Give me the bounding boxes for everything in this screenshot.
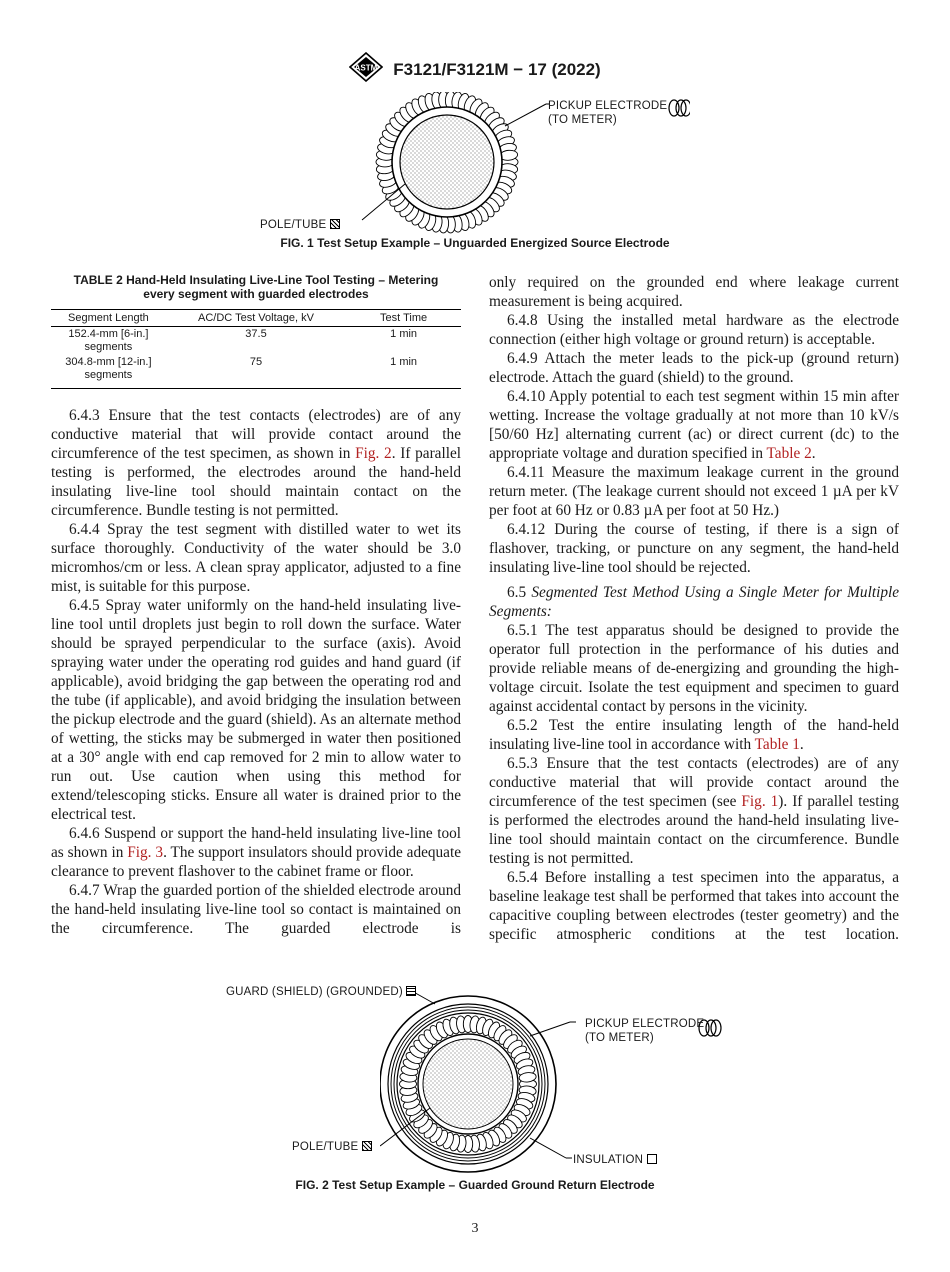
fig1-caption: FIG. 1 Test Setup Example – Unguarded Energized Source Electrode xyxy=(280,236,670,250)
page-number: 3 xyxy=(471,1221,479,1236)
column-header: Segment Length xyxy=(51,310,166,327)
paragraph-continuation: only required on the grounded end where leakage current measurement is being acquired. xyxy=(489,274,899,310)
paragraph-6-4-8: 6.4.8 Using the installed metal hardware as the electrode connection (either high voltage or ground return) is acceptable. xyxy=(489,312,899,348)
table-cell: segments xyxy=(84,369,133,381)
fig2-pole-label: POLE/TUBE xyxy=(292,1140,372,1154)
table-cell: 75 xyxy=(166,355,346,389)
table-title: TABLE 2 Hand-Held Insulating Live-Line Tool Testing – Metering every segment with guarded electrodes xyxy=(73,273,439,301)
coil-symbol-icon xyxy=(669,100,690,116)
fig-3-link[interactable]: Fig. 3 xyxy=(127,844,164,861)
empty-square-icon xyxy=(647,1154,657,1164)
paragraph-6-4-11: 6.4.11 Measure the maximum leakage current in the ground return meter. (The leakage current should not exceed 1 µA per kV per foot at 60 Hz or 0.83 µA per foot at 50 Hz.) xyxy=(489,464,899,519)
paragraph-6-4-7: 6.4.7 Wrap the guarded portion of the shielded electrode around the hand-held insulating live-line tool so contact is maintained on the circumference. The guarded electrode is xyxy=(51,882,461,937)
fig2-pickup-label: PICKUP ELECTRODE (TO METER) xyxy=(585,1018,705,1044)
fig2-guard-label: GUARD (SHIELD) (GROUNDED) xyxy=(226,985,416,999)
table-1-link[interactable]: Table 1 xyxy=(754,736,800,753)
fig2-caption: FIG. 2 Test Setup Example – Guarded Ground Return Electrode xyxy=(295,1178,655,1192)
table-2-link[interactable]: Table 2 xyxy=(766,445,812,462)
page-header xyxy=(0,52,950,87)
column-header: AC/DC Test Voltage, kV xyxy=(166,310,346,327)
column-header: Test Time xyxy=(346,310,461,327)
paragraph-6-5-1: 6.5.1 The test apparatus should be designed to provide the operator full protection in the performance of his duties and provide reliable means of de-energizing and grounding the high-voltage circuit. Isolate the test equipment and specimen to guard against accidental contact by persons in the vicinity. xyxy=(489,622,899,715)
fig1-pickup-label: PICKUP ELECTRODE (TO METER) xyxy=(548,100,668,126)
paragraph-6-4-10: 6.4.10 Apply potential to each test segment within 15 min after wetting. Increase the voltage gradually at not more than 10 kV/s [50/60 Hz] alternating current (ac) or direct current (dc) to the appropriate voltage and duration specified in Table 2. xyxy=(489,388,899,462)
hatch-square-icon xyxy=(330,219,340,229)
data-table xyxy=(51,309,461,389)
paragraph-6-5-2: 6.5.2 Test the entire insulating length of the hand-held insulating live-line tool in accordance with Table 1. xyxy=(489,717,899,753)
table-row xyxy=(51,355,461,389)
table-2 xyxy=(51,273,461,389)
paragraph-6-4-12: 6.4.12 During the course of testing, if there is a sign of flashover, tracking, or puncture on any segment, the hand-held insulating live-line tool should be rejected. xyxy=(489,521,899,576)
table-cell: 37.5 xyxy=(245,328,267,340)
paragraph-6-4-3: 6.4.3 Ensure that the test contacts (electrodes) are of any conductive material that will provide contact around the circumference of the test specimen, as shown in Fig. 2. If parallel testing is performed, the electrodes around the hand-held insulating live-line tool should maintain contact on the circumference. Bundle testing is not permitted. xyxy=(51,407,461,519)
table-row xyxy=(51,327,461,356)
table-cell: 304.8-mm [12-in.] xyxy=(65,356,152,368)
paragraph-6-4-9: 6.4.9 Attach the meter leads to the pick-up (ground return) electrode. Attach the guard (shield) to the ground. xyxy=(489,350,899,386)
table-cell: 1 min xyxy=(390,328,418,340)
table-cell: 152.4-mm [6-in.] xyxy=(68,328,149,340)
fig2-diagram xyxy=(380,978,730,1178)
paragraph-6-4-4: 6.4.4 Spray the test segment with distilled water to wet its surface thoroughly. Conductivity of the water should be 3.0 micromhos/cm or less. A clean spray applicator, adjusted to a fine mist, is suitable for this purpose. xyxy=(51,521,461,595)
table-cell: 1 min xyxy=(346,355,461,389)
fig-1-link[interactable]: Fig. 1 xyxy=(741,793,779,810)
paragraph-6-4-5: 6.4.5 Spray water uniformly on the hand-held insulating live-line tool until droplets just begin to roll down the surface. Water should be sprayed perpendicular to the surface (axis). Avoid spraying water under the operating rod guides and hand guard (if applicable), avoid bridging the gap between the operating rod and the tube (if applicable), and avoid bridging the insulation between the pickup electrode and the guard (shield). As an alternate method of wetting, the sticks may be submerged in water then positioned at a 30° angle with end cap removed for 2 min to allow water to run out. Use caution when using this method for extend/telescoping sticks. Ensure all water is drained prior to the electrical test. xyxy=(51,597,461,823)
fig-2-link[interactable]: Fig. 2 xyxy=(355,445,392,462)
svg-text:ASTM: ASTM xyxy=(354,63,378,73)
standard-designation: F3121/F3121M − 17 (2022) xyxy=(393,59,601,79)
right-column xyxy=(489,273,899,944)
astm-logo-icon xyxy=(349,52,383,87)
fig2-insulation-label: INSULATION xyxy=(573,1153,657,1167)
fig1-pole-label: POLE/TUBE xyxy=(260,218,340,232)
paragraph-6-4-6: 6.4.6 Suspend or support the hand-held insulating live-line tool as shown in Fig. 3. The support insulators should provide adequate clearance to prevent flashover to the cabinet frame or floor. xyxy=(51,825,462,880)
left-column xyxy=(51,406,461,938)
hatch-square-icon xyxy=(362,1141,372,1151)
striped-square-icon xyxy=(406,986,416,996)
section-6-5-heading: 6.5 Segmented Test Method Using a Single Meter for Multiple Segments: xyxy=(489,584,900,620)
paragraph-6-5-3: 6.5.3 Ensure that the test contacts (electrodes) are of any conductive material that will provide contact around the circumference of the test specimen (see Fig. 1). If parallel testing is performed the electrodes around the hand-held insulating live-line tool should maintain contact on the circumference. Bundle testing is not permitted. xyxy=(489,755,899,867)
table-cell: segments xyxy=(84,341,133,353)
paragraph-6-5-4: 6.5.4 Before installing a test specimen into the apparatus, a baseline leakage test shall be performed that takes into account the capacitive coupling between electrodes (tester geometry) and the specific atmospheric conditions at the test location. xyxy=(489,869,899,943)
